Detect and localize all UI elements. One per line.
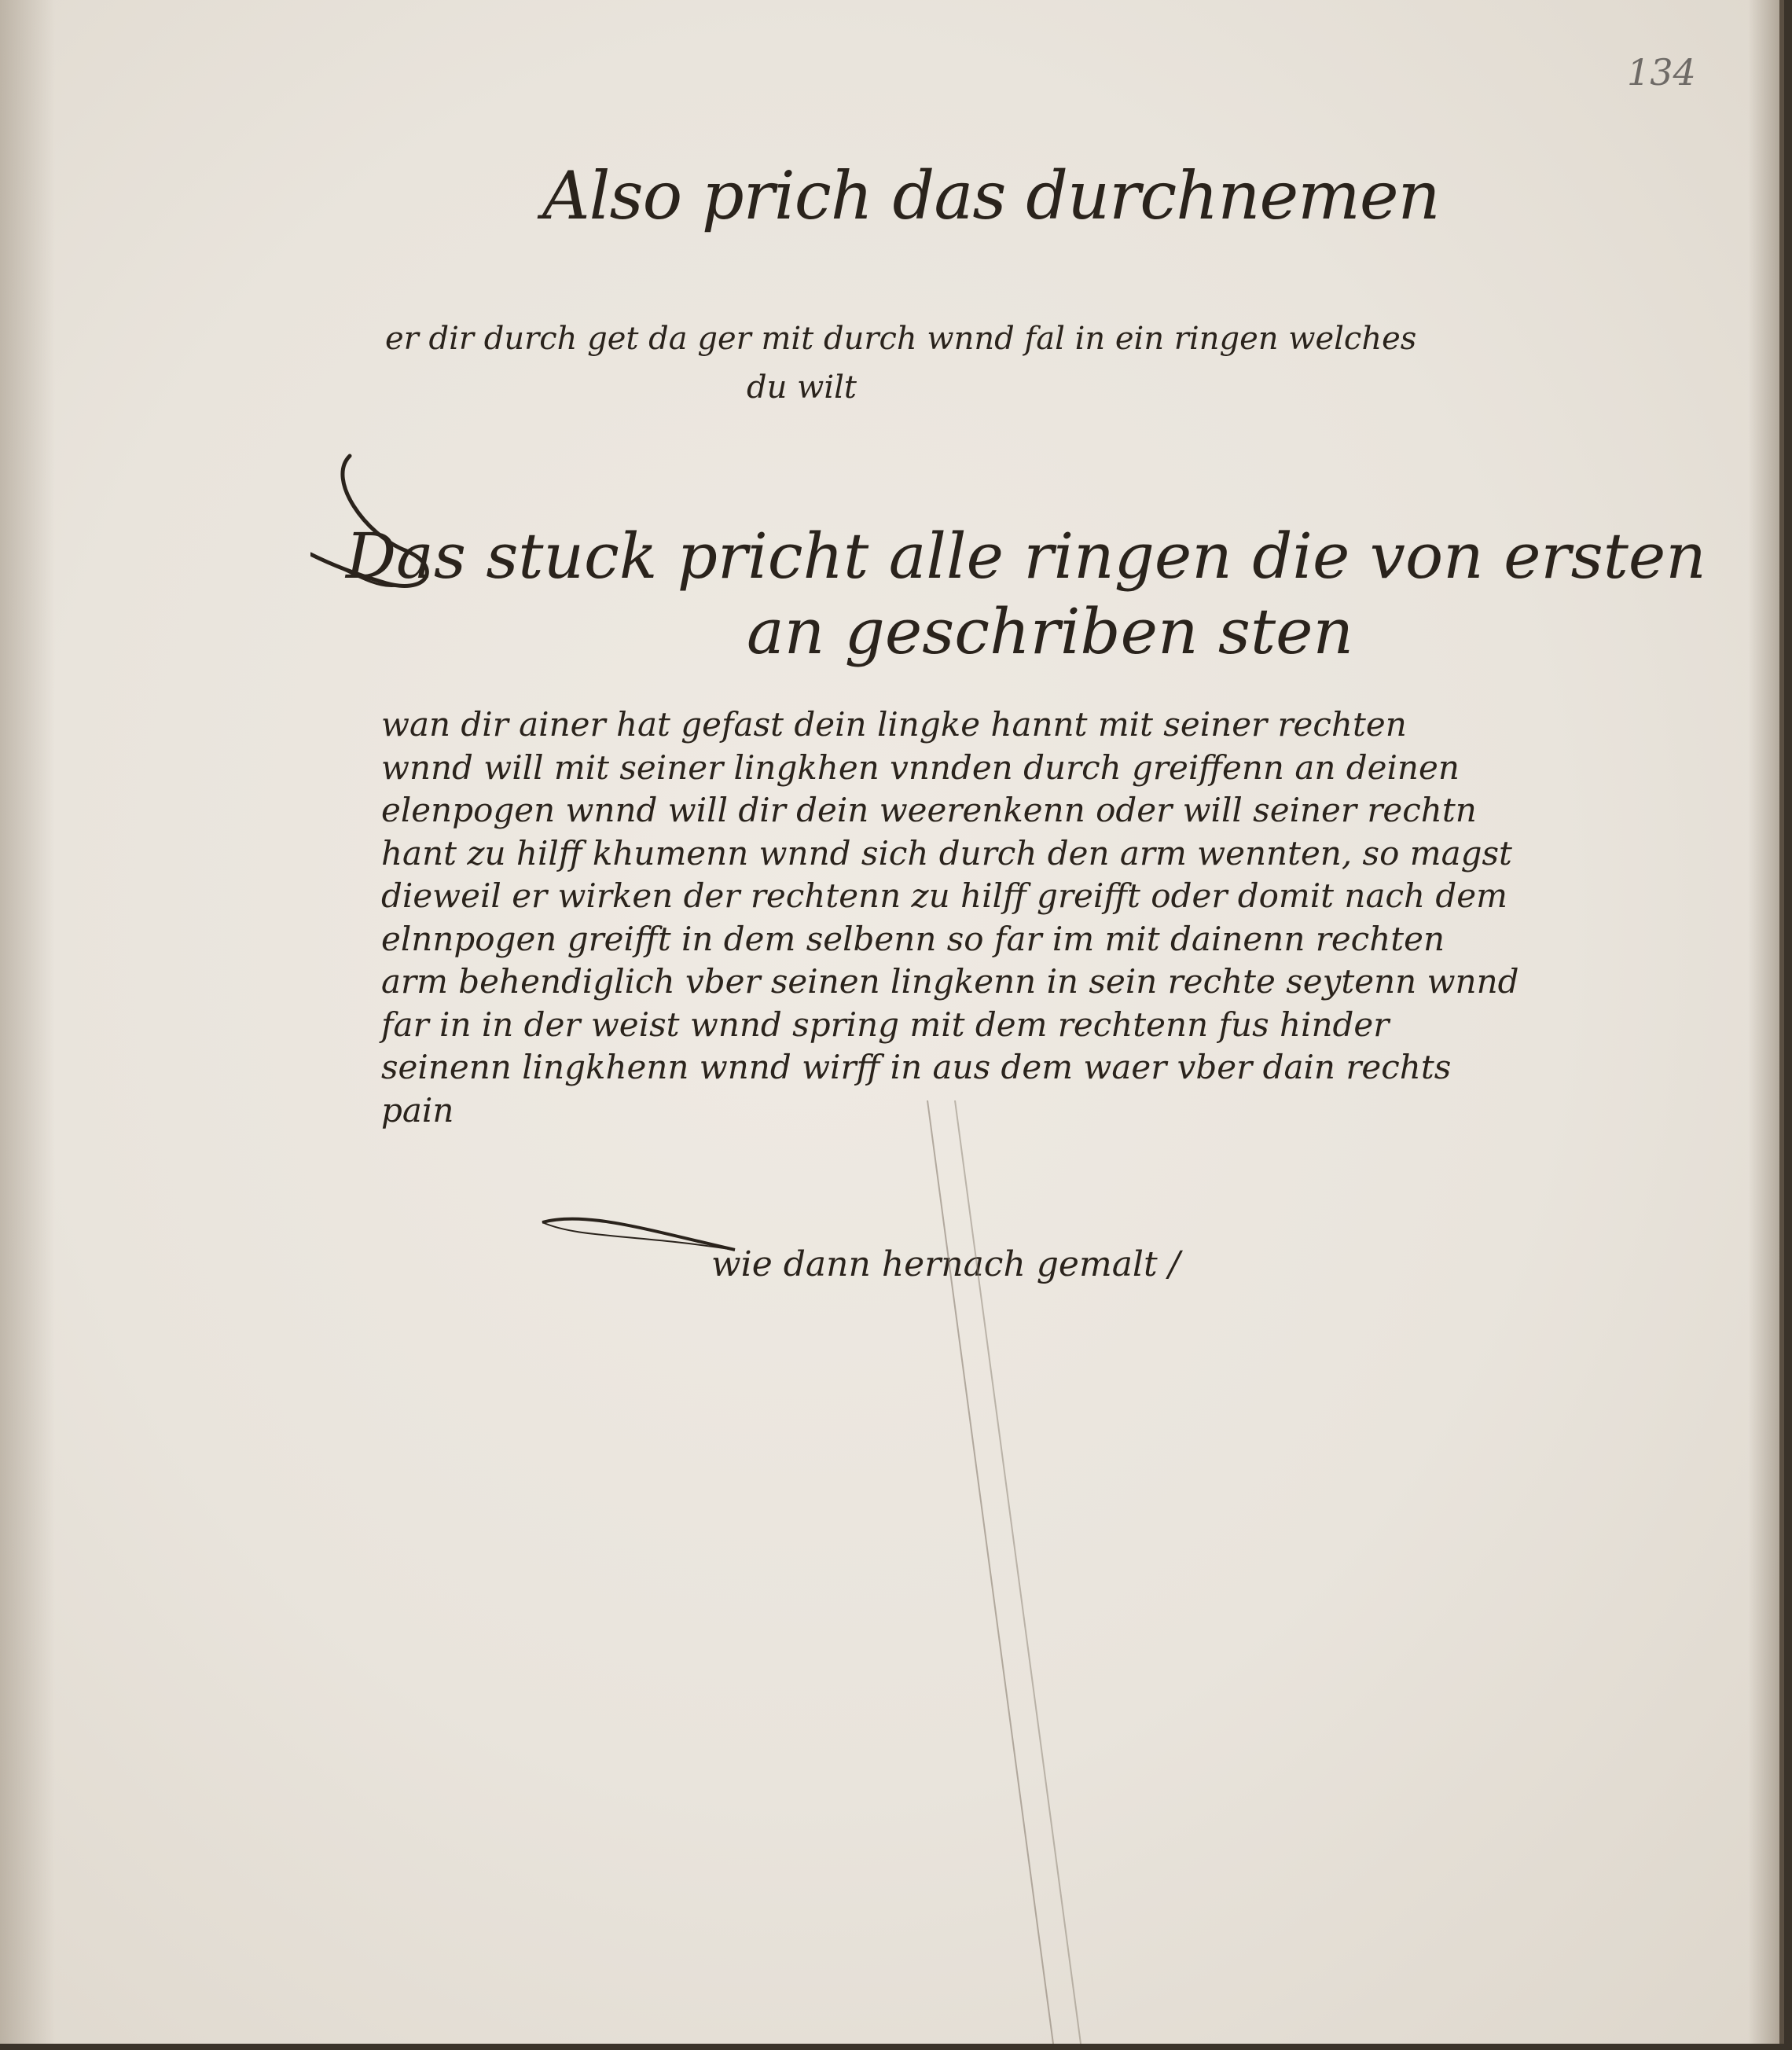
subtitle-line: er dir durch get da ger mit durch wnnd fal in ein ringen welches: [385, 321, 1417, 357]
section-heading: [346, 519, 1706, 670]
body-line: wan dir ainer hat gefast dein lingke hannt mit seiner rechten: [381, 705, 1407, 744]
folio-number: 134: [1627, 51, 1696, 94]
faint-ruling-lines: [912, 1100, 1108, 2044]
body-text: [381, 704, 1519, 1132]
body-line: seinenn lingkhenn wnnd wirff in aus dem waer vber dain rechts: [381, 1048, 1452, 1086]
subtitle: [385, 314, 1416, 412]
body-line: hant zu hilff khumenn wnnd sich durch den arm wennten, so magst: [381, 833, 1512, 873]
page-title: Also prich das durchnemen: [542, 157, 1440, 234]
body-line: dieweil er wirken der rechtenn zu hilff greifft oder domit nach dem: [381, 876, 1507, 915]
body-line: elenpogen wnnd will dir dein weerenkenn oder will seiner rechtn: [381, 791, 1477, 829]
heading-line: an geschriben sten: [747, 595, 1353, 668]
body-line: elnnpogen greifft in dem selbenn so far im mit dainenn rechten: [381, 919, 1445, 958]
heading-line: Das stuck pricht alle ringen die von ersten: [346, 520, 1706, 593]
body-line: wnnd will mit seiner lingkhen vnnden durch greiffenn an deinen: [381, 748, 1460, 787]
subtitle-line: du wilt: [747, 369, 857, 406]
body-line: far in in der weist wnnd spring mit dem rechtenn fus hinder: [381, 1005, 1390, 1044]
body-line: arm behendiglich vber seinen lingkenn in sein rechte seytenn wnnd: [381, 962, 1519, 1001]
closing-line: wie dann hernach gemalt /: [711, 1244, 1181, 1284]
body-line: pain: [381, 1090, 454, 1130]
